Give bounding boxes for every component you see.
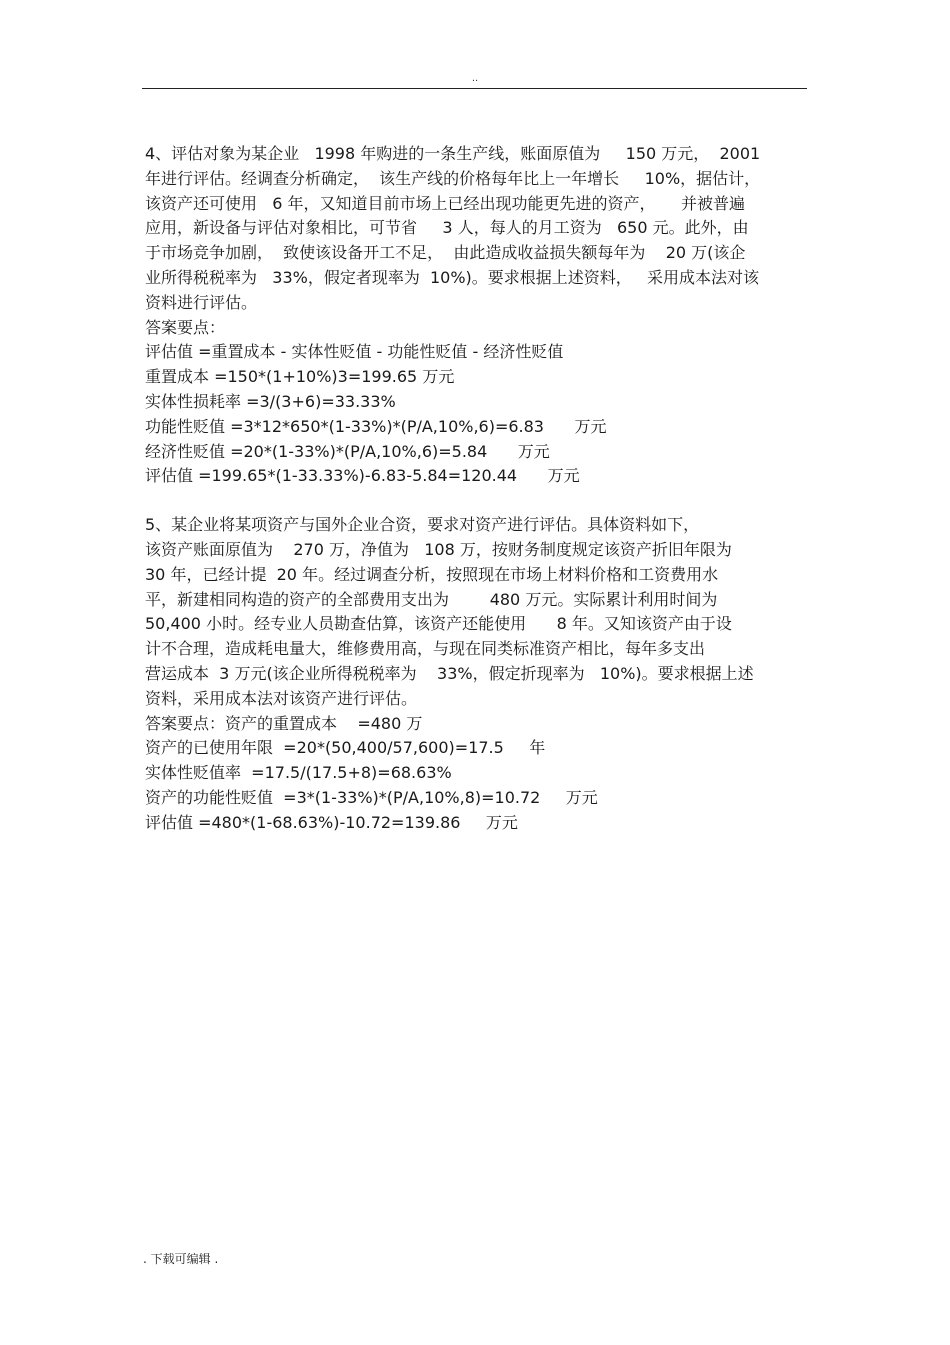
question-5-line: 该资产账面原值为 270 万，净值为 108 万，按财务制度规定该资产折旧年限为 (145, 539, 732, 559)
question-5-line: 资料，采用成本法对该资产进行评估。 (145, 688, 418, 708)
question-5-line: 营运成本 3 万元(该企业所得税税率为 33%，假定折现率为 10%)。要求根据上述 (145, 663, 754, 683)
answer-line: 资产的已使用年限 =20*(50,400/57,600)=17.5 年 (145, 738, 546, 758)
header-mark: .. (471, 73, 479, 84)
answer-line: 实体性贬值率 =17.5/(17.5+8)=68.63% (145, 763, 452, 783)
document-body (145, 142, 810, 836)
answer-line: 评估值 =199.65*(1-33.33%)-6.83-5.84=120.44 万元 (145, 466, 580, 486)
answer-heading: 答案要点： (145, 317, 226, 337)
question-5-line: 30 年，已经计提 20 年。经过调查分析，按照现在市场上材料价格和工资费用水 (145, 564, 719, 584)
question-4-line: 该资产还可使用 6 年，又知道目前市场上已经出现功能更先进的资产， 并被普遍 (145, 193, 745, 213)
question-5-line: 计不合理，造成耗电量大，维修费用高，与现在同类标准资产相比，每年多支出 (145, 639, 706, 659)
answer-line: 实体性损耗率 =3/(3+6)=33.33% (145, 391, 396, 411)
question-4-line: 于市场竞争加剧， 致使该设备开工不足， 由此造成收益损失额每年为 20 万(该企 (145, 243, 746, 263)
answer-line: 资产的功能性贬值 =3*(1-33%)*(P/A,10%,8)=10.72 万元 (145, 787, 598, 807)
footer-text: . 下载可编辑 . (143, 1252, 219, 1266)
question-4-line: 资料进行评估。 (145, 292, 258, 312)
question-4 (145, 142, 810, 489)
answer-line: 评估值 =480*(1-68.63%)-10.72=139.86 万元 (145, 812, 518, 832)
header-rule (142, 88, 807, 89)
answer-line: 重置成本 =150*(1+10%)3=199.65 万元 (145, 367, 455, 387)
question-5-line: 50,400 小时。经专业人员勘查估算，该资产还能使用 8 年。又知该资产由于设 (145, 614, 732, 634)
answer-line: 功能性贬值 =3*12*650*(1-33%)*(P/A,10%,6)=6.83 万元 (145, 416, 607, 436)
question-5-line: 平，新建相同构造的资产的全部费用支出为 480 万元。实际累计利用时间为 (145, 589, 718, 609)
question-5-line: 5、某企业将某项资产与国外企业合资，要求对资产进行评估。具体资料如下， (145, 515, 700, 535)
question-4-line: 4、评估对象为某企业 1998 年购进的一条生产线，账面原值为 150 万元， 2001 (145, 144, 761, 163)
question-4-line: 业所得税税率为 33%，假定者现率为 10%)。要求根据上述资料， 采用成本法对该 (145, 267, 760, 287)
answer-line: 经济性贬值 =20*(1-33%)*(P/A,10%,6)=5.84 万元 (145, 441, 550, 461)
question-4-line: 年进行评估。经调查分析确定， 该生产线的价格每年比上一年增长 10%，据估计， (145, 168, 761, 188)
question-5 (145, 513, 810, 835)
answer-heading: 答案要点：资产的重置成本 =480 万 (145, 713, 423, 733)
question-4-line: 应用，新设备与评估对象相比，可节省 3 人，每人的月工资为 650 元。此外，由 (145, 218, 749, 238)
answer-line: 评估值 =重置成本 - 实体性贬值 - 功能性贬值 - 经济性贬值 (145, 342, 564, 362)
